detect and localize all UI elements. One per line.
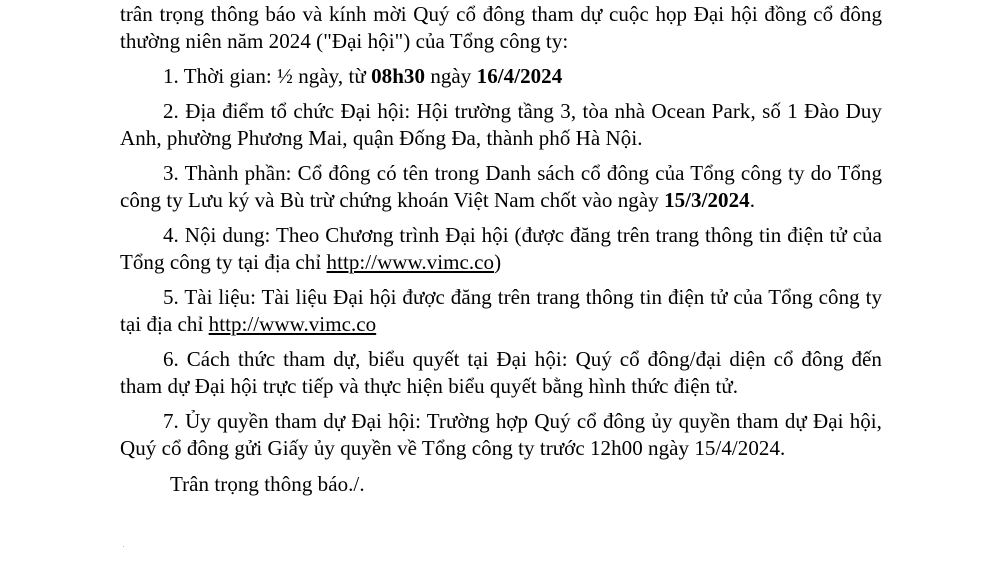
website-link[interactable]: http://www.vimc.co <box>208 312 377 336</box>
website-link[interactable]: http://www.vimc.co <box>326 250 495 274</box>
item-tail: ) <box>494 250 502 274</box>
item-text: Theo Chương trình Đại hội (được đăng trên trang thông tin điện tử của Tổng công ty tại địa chỉ <box>120 223 882 274</box>
item-text: Trường hợp Quý cổ đông ủy quyền tham dự Đại hội, Quý cổ đông gửi Giấy ủy quyền về Tổng công ty trước 12h00 ngày 15/4/2024. <box>120 409 882 460</box>
item-number: 5. <box>163 285 179 309</box>
item-tail: . <box>749 188 755 212</box>
item-documents <box>120 284 882 338</box>
item-number: 3. <box>163 161 179 185</box>
closing-line: Trân trọng thông báo./. <box>170 472 365 496</box>
item-label: Nội dung: <box>184 223 271 247</box>
item-text: Tài liệu Đại hội được đăng trên trang thông tin điện tử của Tổng công ty tại địa chỉ <box>120 285 883 336</box>
item-number: 7. <box>163 409 179 433</box>
item-location <box>120 98 882 152</box>
item-text: Hội trường tầng 3, tòa nhà Ocean Park, số 1 Đào Duy Anh, phường Phương Mai, quận Đống Đa, thành phố Hà Nội. <box>120 99 882 150</box>
intro-paragraph: trân trọng thông báo và kính mời Quý cổ đông tham dự cuộc họp Đại hội đồng cổ đông thường niên năm 2024 ("Đại hội") của Tổng công ty: <box>120 2 882 53</box>
document-body <box>120 0 882 498</box>
item-participants <box>120 160 882 214</box>
item-attendance <box>120 346 882 400</box>
item-content <box>120 222 882 276</box>
item-text: Cổ đông có tên trong Danh sách cổ đông của Tổng công ty do Tổng công ty Lưu ký và Bù trừ chứng khoán Việt Nam chốt vào ngày <box>120 161 882 212</box>
item-number: 1. <box>163 64 179 88</box>
meeting-date: 16/4/2024 <box>476 64 563 88</box>
item-proxy <box>120 408 882 462</box>
record-date: 15/3/2024 <box>664 188 750 212</box>
item-text-mid: ngày <box>425 64 477 88</box>
item-label: Thời gian: <box>183 64 272 88</box>
item-label: Địa điểm tổ chức Đại hội: <box>185 99 411 123</box>
item-time <box>120 63 882 90</box>
item-text: ½ ngày, từ <box>277 64 372 88</box>
item-label: Tài liệu: <box>184 285 256 309</box>
meeting-time: 08h30 <box>371 64 426 88</box>
item-label: Cách thức tham dự, biểu quyết tại Đại hội: <box>186 347 568 371</box>
item-text: Quý cổ đông/đại diện cổ đông đến tham dự Đại hội trực tiếp và thực hiện biểu quyết bằng hình thức điện tử. <box>120 347 882 398</box>
item-number: 4. <box>163 223 179 247</box>
scan-speck <box>123 546 124 547</box>
item-number: 2. <box>163 99 179 123</box>
item-number: 6. <box>163 347 179 371</box>
item-label: Ủy quyền tham dự Đại hội: <box>185 409 421 433</box>
item-label: Thành phần: <box>184 161 292 185</box>
